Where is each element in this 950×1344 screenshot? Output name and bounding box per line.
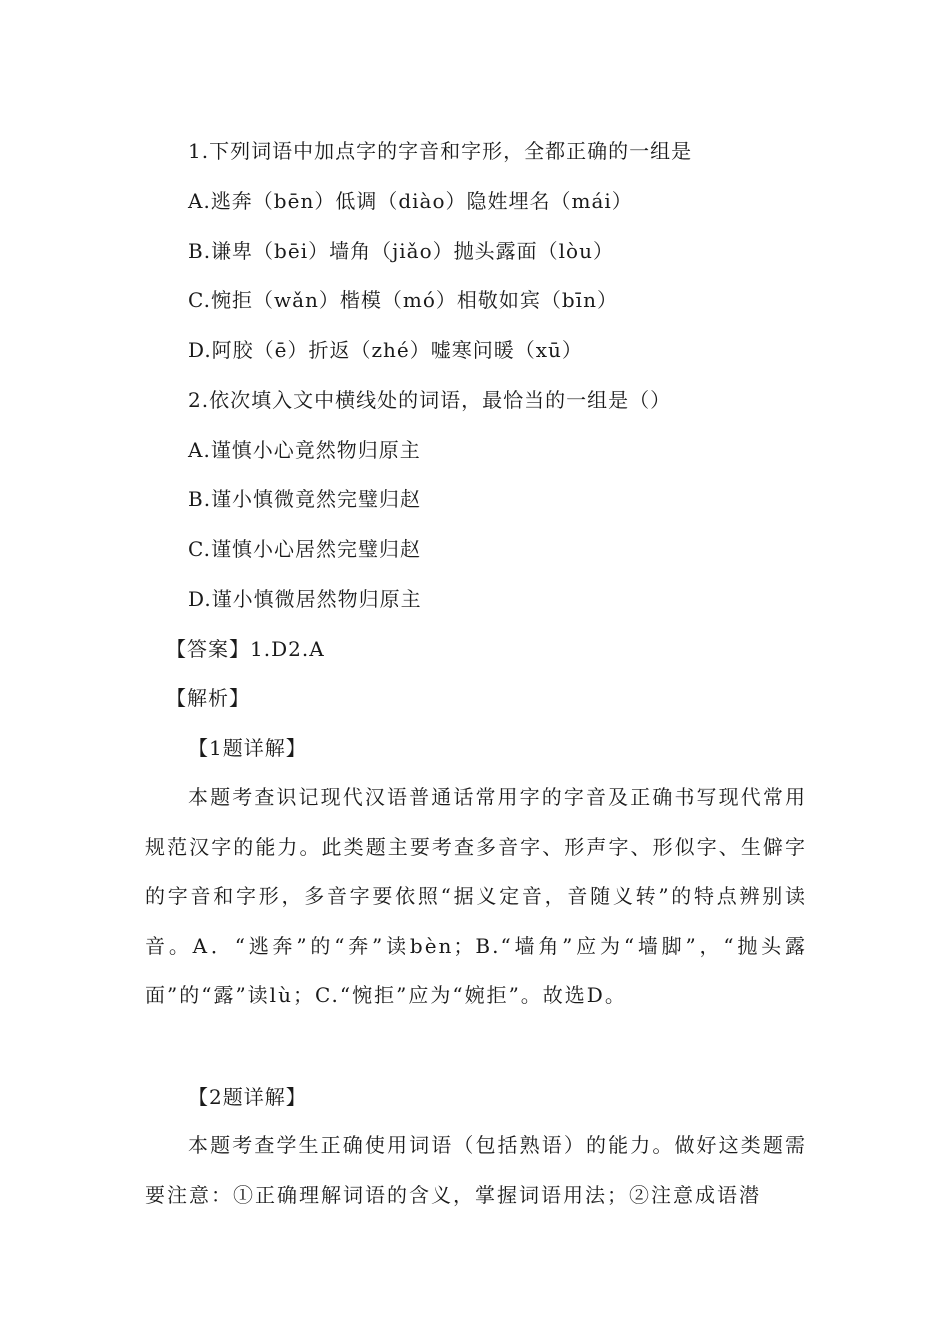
answer-line: 【答案】1.D2.A [166, 637, 325, 661]
detail-1-body: 本题考查识记现代汉语普通话常用字的字音及正确书写现代常用规范汉字的能力。此类题主要考查多音字、形声字、形似字、生僻字的字音和字形，多音字要依照“据义定音，音随义转”的特点辨别读音。A．“逃奔”的“奔”读bèn；B.“墙角”应为“墙脚”，“抛头露面”的“露”读lù；C.“惋拒”应为“婉拒”。故选D。 [145, 785, 807, 1008]
question-2-stem: 2.依次填入文中横线处的词语，最恰当的一组是（） [188, 388, 672, 412]
question-2-option-c: C.谨慎小心居然完璧归赵 [188, 537, 421, 561]
question-1-option-b: B.谦卑（bēi）墙角（jiǎo）抛头露面（lòu） [188, 239, 614, 263]
detail-2-body: 本题考查学生正确使用词语（包括熟语）的能力。做好这类题需要注意：①正确理解词语的含义，掌握词语用法；②注意成语潜 [145, 1133, 807, 1207]
question-1-option-d: D.阿胶（ē）折返（zhé）嘘寒问暖（xū） [188, 338, 583, 362]
question-2-option-d: D.谨小慎微居然物归原主 [188, 587, 422, 611]
question-1-option-a: A.逃奔（bēn）低调（diào）隐姓埋名（mái） [188, 189, 633, 213]
question-1-option-c: C.惋拒（wǎn）楷模（mó）相敬如宾（bīn） [188, 288, 618, 312]
detail-1-heading: 【1题详解】 [188, 736, 307, 760]
detail-2-heading: 【2题详解】 [188, 1085, 307, 1109]
analysis-heading: 【解析】 [166, 686, 250, 710]
question-2-option-a: A.谨慎小心竟然物归原主 [188, 438, 421, 462]
question-2-option-b: B.谨小慎微竟然完璧归赵 [188, 487, 422, 511]
question-1-stem: 1.下列词语中加点字的字音和字形，全都正确的一组是 [188, 139, 693, 163]
